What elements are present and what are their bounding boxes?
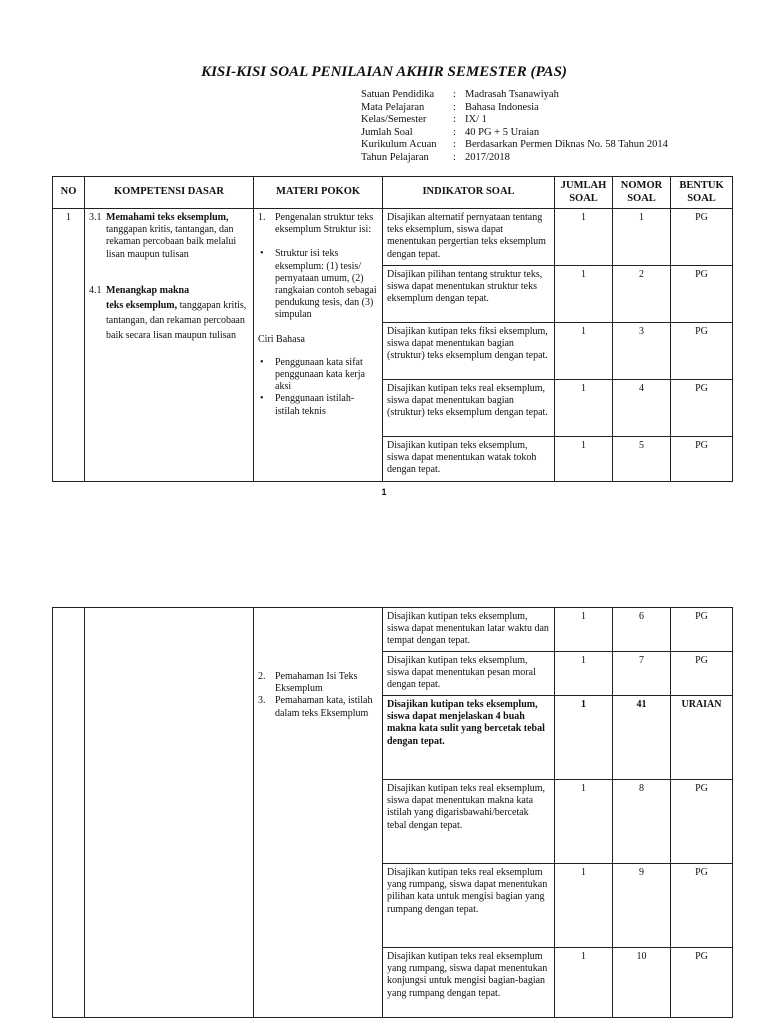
materi-item-2: 2. Pemahaman Isi Teks Eksemplum [258, 671, 358, 695]
info-label: Kurikulum Acuan [361, 139, 437, 150]
materi-pokok-cell [254, 209, 383, 482]
nomor-cell: 10 [613, 948, 671, 1018]
header-bentuk-soal: BENTUK SOAL [671, 177, 733, 209]
header-indikator-soal: INDIKATOR SOAL [383, 177, 555, 209]
bentuk-cell: PG [671, 266, 733, 323]
info-row: Kelas/Semester : IX/ 1 [361, 114, 487, 125]
jumlah-cell: 1 [555, 948, 613, 1018]
nomor-cell: 4 [613, 380, 671, 437]
bentuk-cell: PG [671, 608, 733, 652]
page-number: 1 [381, 487, 387, 497]
no-cell-empty [53, 608, 85, 1018]
info-label: Jumlah Soal [361, 126, 413, 138]
kd-3-1: 3.1 Memahami teks eksemplum, tanggapan kritis, tantangan, dan rekaman percobaan baik melalui lisan maupun tulisan [89, 212, 237, 260]
indikator-cell: Disajikan kutipan teks real eksemplum yang rumpang, siswa dapat menentukan konjungsi untuk mengisi bagian-bagian yang rumpang dengan tepat. [383, 948, 555, 1018]
bentuk-cell: PG [671, 380, 733, 437]
row-number: 1 [53, 209, 85, 482]
header-kompetensi-dasar: KOMPETENSI DASAR [85, 177, 254, 209]
kompetensi-dasar-cell [85, 209, 254, 482]
header-nomor-soal: NOMOR SOAL [613, 177, 671, 209]
jumlah-cell: 1 [555, 380, 613, 437]
bentuk-cell: URAIAN [671, 696, 733, 780]
nomor-cell: 7 [613, 652, 671, 696]
bentuk-cell: PG [671, 323, 733, 380]
bentuk-cell: PG [671, 948, 733, 1018]
info-value: Bahasa Indonesia [465, 101, 539, 113]
nomor-cell: 6 [613, 608, 671, 652]
info-value: Madrasah Tsanawiyah [465, 89, 559, 100]
document-title: KISI-KISI SOAL PENILAIAN AKHIR SEMESTER (PAS) [201, 64, 567, 80]
ciri-bahasa-heading: Ciri Bahasa [258, 333, 305, 345]
nomor-cell: 3 [613, 323, 671, 380]
table-row [53, 209, 733, 266]
kisi-kisi-table-page-1 [52, 176, 733, 482]
indikator-cell-uraian: Disajikan kutipan teks eksemplum, siswa dapat menjelaskan 4 buah makna kata sulit yang bercetak tebal dengan tepat. [383, 696, 555, 780]
materi-item-1: 1. Pengenalan struktur teks eksemplum Struktur isi: [258, 212, 374, 236]
list-item: • Struktur isi teks eksemplum: (1) tesis/ pernyataan umum, (2) rangkaian contoh sebagai pendukung tesis, dan (3) simpulan [258, 248, 378, 321]
jumlah-cell: 1 [555, 864, 613, 948]
indikator-cell: Disajikan kutipan teks eksemplum, siswa dapat menentukan pesan moral dengan tepat. [383, 652, 555, 696]
table-row [53, 608, 733, 652]
jumlah-cell: 1 [555, 209, 613, 266]
jumlah-cell: 1 [555, 780, 613, 864]
jumlah-cell: 1 [555, 323, 613, 380]
jumlah-cell: 1 [555, 608, 613, 652]
indikator-cell: Disajikan kutipan teks eksemplum, siswa dapat menentukan watak tokoh dengan tepat. [383, 437, 555, 482]
materi-item-3: 3. Pemahaman kata, istilah dalam teks Eksemplum [258, 695, 373, 719]
info-row: Satuan Pendidika : Madrasah Tsanawiyah [361, 89, 559, 100]
bentuk-cell: PG [671, 780, 733, 864]
bentuk-cell: PG [671, 652, 733, 696]
indikator-cell: Disajikan kutipan teks real eksemplum yang rumpang, siswa dapat menentukan pilihan kata untuk mengisi bagian yang rumpang dengan tepat. [383, 864, 555, 948]
bentuk-cell: PG [671, 209, 733, 266]
nomor-cell: 41 [613, 696, 671, 780]
info-label: Satuan Pendidika [361, 89, 435, 100]
materi-pokok-cell [254, 608, 383, 1018]
jumlah-cell: 1 [555, 652, 613, 696]
kd-cell-empty [85, 608, 254, 1018]
info-value: 2017/2018 [465, 151, 510, 163]
indikator-cell: Disajikan kutipan teks real eksemplum, siswa dapat menentukan bagian (struktur) teks eksemplum dengan tepat. [383, 380, 555, 437]
nomor-cell: 2 [613, 266, 671, 323]
info-label: Kelas/Semester [361, 114, 427, 125]
nomor-cell: 9 [613, 864, 671, 948]
info-row: Kurikulum Acuan : Berdasarkan Permen Diknas No. 58 Tahun 2014 [361, 139, 668, 150]
info-value: IX/ 1 [465, 114, 487, 125]
list-item: • Penggunaan kata sifat penggunaan kata kerja aksi [258, 357, 378, 394]
info-label: Mata Pelajaran [361, 101, 425, 113]
jumlah-cell: 1 [555, 266, 613, 323]
jumlah-cell: 1 [555, 696, 613, 780]
nomor-cell: 1 [613, 209, 671, 266]
info-block [361, 89, 668, 164]
indikator-cell: Disajikan pilihan tentang struktur teks, siswa dapat menentukan struktur teks eksemplum dengan tepat. [383, 266, 555, 323]
bentuk-cell: PG [671, 437, 733, 482]
kd-4-1: 4.1 Menangkap makna teks eksemplum, tanggapan kritis, tantangan, dan rekaman percobaan baik secara lisan maupun tulisan [89, 284, 247, 341]
kisi-kisi-table-page-2 [52, 607, 733, 1018]
ciri-bahasa-list [258, 357, 378, 418]
list-item: • Penggunaan istilah-istilah teknis [258, 393, 378, 417]
header-no: NO [53, 177, 85, 209]
indikator-cell: Disajikan kutipan teks real eksemplum, siswa dapat menentukan makna kata istilah yang digarisbawahi/bercetak tebal dengan tepat. [383, 780, 555, 864]
jumlah-cell: 1 [555, 437, 613, 482]
info-row: Tahun Pelajaran : 2017/2018 [361, 151, 510, 163]
bentuk-cell: PG [671, 864, 733, 948]
info-row: Mata Pelajaran : Bahasa Indonesia [361, 101, 539, 113]
struktur-list [258, 248, 378, 321]
indikator-cell: Disajikan kutipan teks fiksi eksemplum, siswa dapat menentukan bagian (struktur) teks eksemplum dengan tepat. [383, 323, 555, 380]
info-label: Tahun Pelajaran [361, 151, 429, 163]
nomor-cell: 8 [613, 780, 671, 864]
header-materi-pokok: MATERI POKOK [254, 177, 383, 209]
nomor-cell: 5 [613, 437, 671, 482]
indikator-cell: Disajikan alternatif pernyataan tentang teks eksemplum, siswa dapat menentukan pergertian teks eksemplum dengan tepat. [383, 209, 555, 266]
info-value: Berdasarkan Permen Diknas No. 58 Tahun 2014 [465, 139, 668, 150]
indikator-cell: Disajikan kutipan teks eksemplum, siswa dapat menentukan latar waktu dan tempat dengan tepat. [383, 608, 555, 652]
info-value: 40 PG + 5 Uraian [465, 126, 540, 138]
header-jumlah-soal: JUMLAH SOAL [555, 177, 613, 209]
info-row: Jumlah Soal : 40 PG + 5 Uraian [361, 126, 540, 138]
